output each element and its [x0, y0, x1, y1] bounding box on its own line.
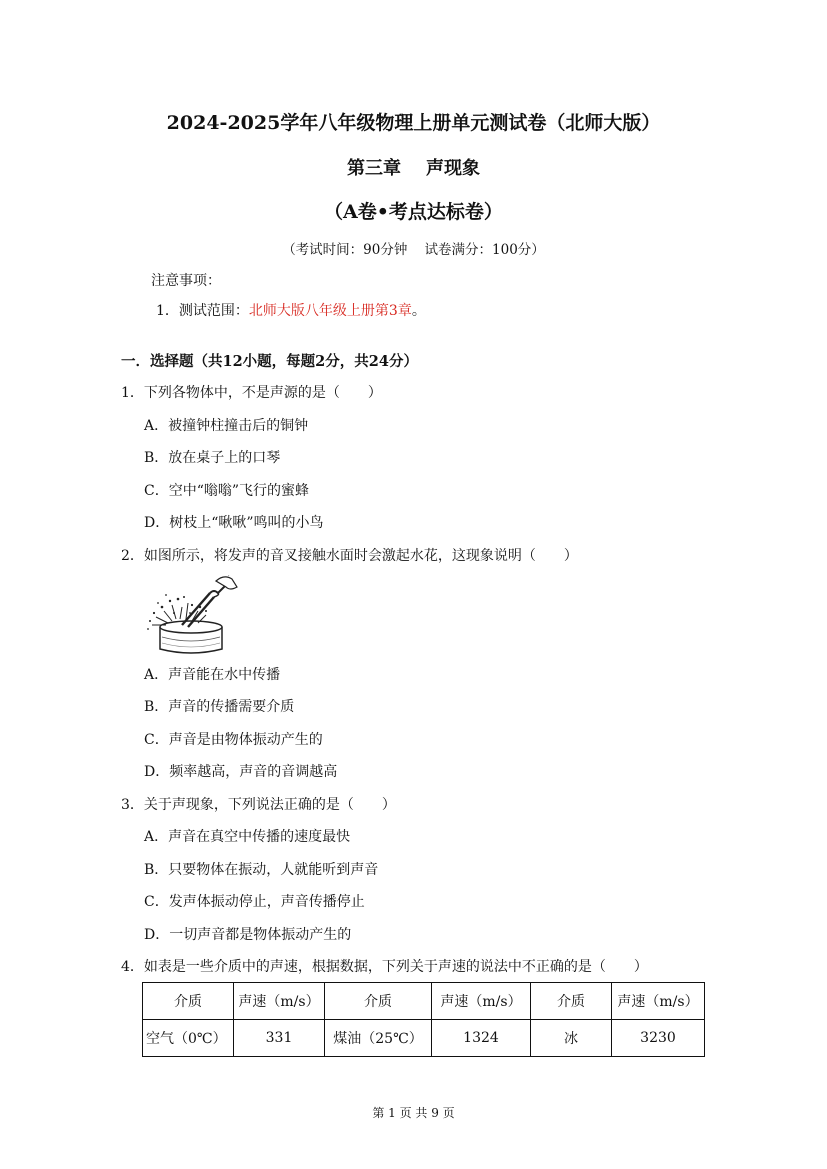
question-stem: 2．如图所示，将发声的音叉接触水面时会激起水花，这现象说明（ ） — [121, 548, 578, 564]
exam-info: （考试时间：90分钟 试卷满分：100分） — [282, 242, 545, 258]
paper-type: （A卷•考点达标卷） — [324, 201, 503, 223]
exam-title: 2024-2025学年八年级物理上册单元测试卷（北师大版） — [166, 112, 661, 134]
table-cell: 空气（0℃） — [143, 1020, 234, 1057]
table-cell: 冰 — [531, 1020, 612, 1057]
tuning-fork-water-figure — [142, 575, 240, 657]
table-cell: 1324 — [432, 1020, 531, 1057]
option-d: D．频率越高，声音的音调越高 — [144, 764, 338, 780]
option-c: C．发声体振动停止，声音传播停止 — [144, 894, 365, 910]
option-b: B．声音的传播需要介质 — [144, 699, 295, 715]
sound-speed-table — [142, 982, 705, 1057]
option-d: D．一切声音都是物体振动产生的 — [144, 927, 352, 943]
question-stem: 1．下列各物体中，不是声源的是（ ） — [121, 385, 382, 401]
question-stem: 3．关于声现象，下列说法正确的是（ ） — [121, 797, 396, 813]
question-stem: 4．如表是一些介质中的声速，根据数据，下列关于声速的说法中不正确的是（ ） — [121, 959, 648, 975]
table-cell: 煤油（25℃） — [325, 1020, 432, 1057]
option-d: D．树枝上“啾啾”鸣叫的小鸟 — [144, 515, 324, 531]
page-footer: 第 1 页 共 9 页 — [372, 1106, 455, 1120]
scope-suffix: 。 — [411, 303, 426, 319]
table-header-cell: 介质 — [325, 983, 432, 1020]
section-heading: 一．选择题（共12小题，每题2分，共24分） — [121, 353, 418, 370]
notice-item-scope — [156, 300, 426, 320]
option-a: A．被撞钟柱撞击后的铜钟 — [144, 418, 309, 434]
table-header-row — [143, 983, 705, 1020]
table-header-cell: 介质 — [531, 983, 612, 1020]
scope-prefix: 1．测试范围： — [156, 303, 249, 319]
option-c: C．声音是由物体振动产生的 — [144, 732, 323, 748]
table-header-cell: 介质 — [143, 983, 234, 1020]
option-b: B．只要物体在振动，人就能听到声音 — [144, 862, 379, 878]
notice-heading: 注意事项： — [151, 273, 221, 289]
table-header-cell: 声速（m/s） — [234, 983, 325, 1020]
option-c: C．空中“嗡嗡”飞行的蜜蜂 — [144, 483, 310, 499]
table-cell: 331 — [234, 1020, 325, 1057]
chapter-title: 第三章 声现象 — [346, 158, 481, 179]
table-header-cell: 声速（m/s） — [612, 983, 705, 1020]
table-row — [143, 1020, 705, 1057]
table-header-cell: 声速（m/s） — [432, 983, 531, 1020]
scope-highlight: 北师大版八年级上册第3章 — [248, 303, 412, 319]
option-a: A．声音能在水中传播 — [144, 667, 281, 683]
option-b: B．放在桌子上的口琴 — [144, 450, 281, 466]
table-cell: 3230 — [612, 1020, 705, 1057]
option-a: A．声音在真空中传播的速度最快 — [144, 829, 351, 845]
